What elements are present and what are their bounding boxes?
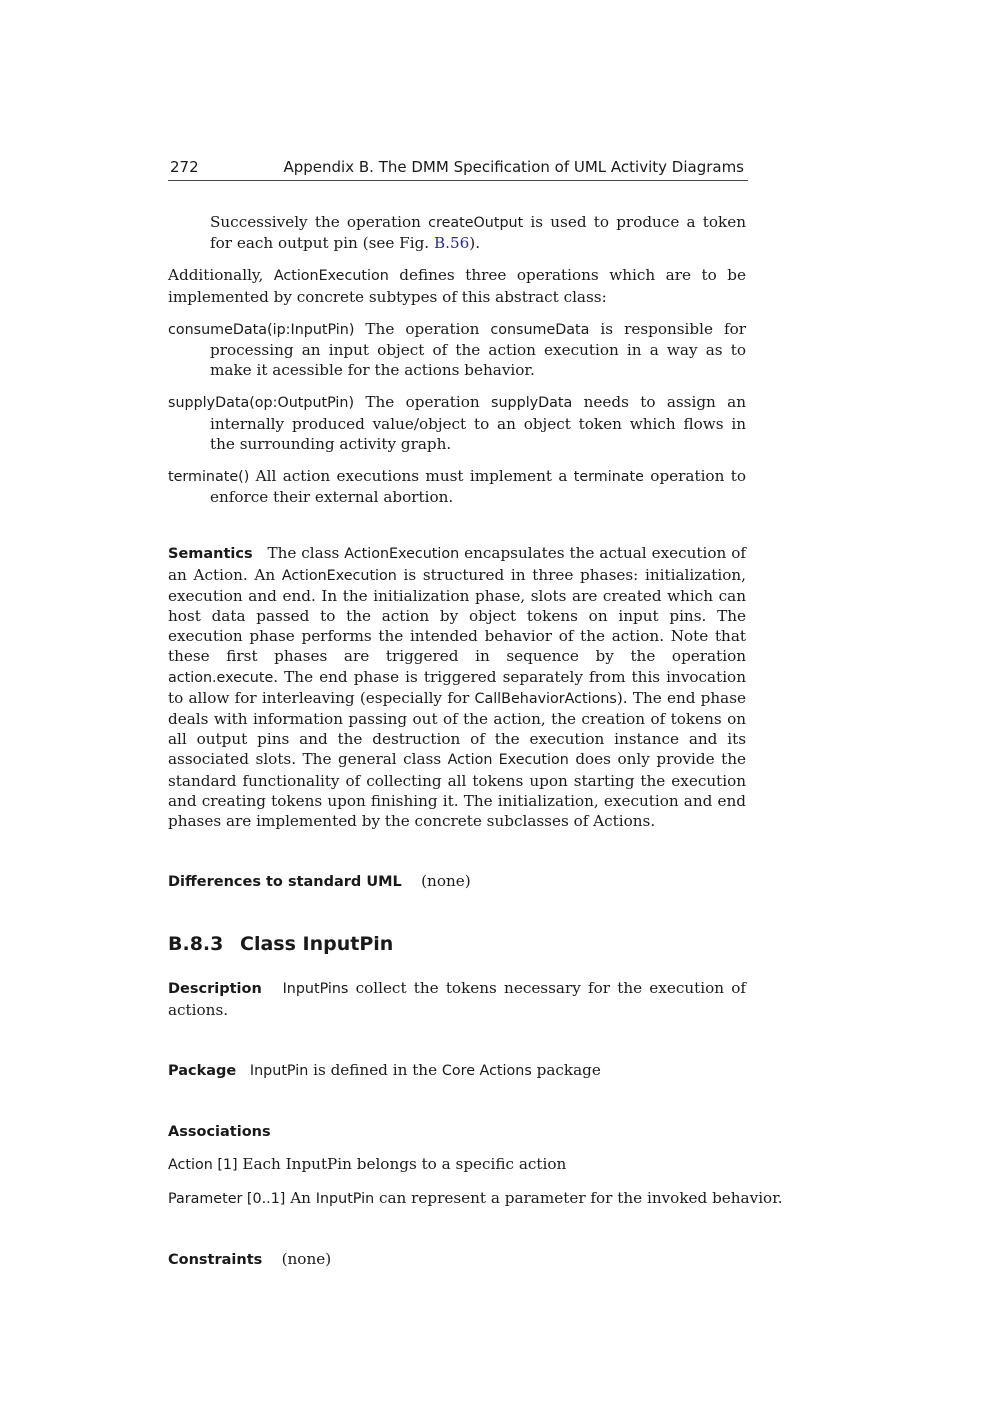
operation-supplydata: supplyData(op:OutputPin) The operation supplyData needs to assign an internally produced value/object to an object token which flows in the surrounding activity graph. [168,393,747,453]
differences-value: (none) [401,872,471,891]
additionally-paragraph: Additionally, ActionExecution defines three operations which are to be implemented by concrete subtypes of this abstract class: [168,266,746,306]
page-body [168,212,783,1270]
association-term: Parameter [0..1] [168,1190,286,1207]
association-action: Action [1] Each InputPin belongs to a specific action [168,1155,567,1174]
operation-terminate: terminate() All action executions must implement a terminate operation to enforce their external abortion. [168,467,746,507]
associations-label: Associations [168,1124,271,1141]
operation-term: terminate() [168,469,250,486]
intro-paragraph: Successively the operation createOutput is used to produce a token for each output pin (see Fig. B.56). [210,213,747,253]
header-title: Appendix B. The DMM Specification of UML Activity Diagrams [283,158,744,176]
figure-link[interactable]: B.56 [433,234,470,253]
page-number: 272 [170,158,199,176]
association-term: Action [1] [168,1157,238,1174]
description-label: Description [168,981,262,998]
differences-paragraph [168,871,746,892]
code-actionexecution: ActionExecution [273,268,389,285]
constraints-value: (none) [262,1249,332,1268]
package-paragraph: Package InputPin is defined in the Core Actions package [168,1060,601,1079]
operation-term: supplyData(op:OutputPin) [168,395,355,412]
running-header [168,156,748,181]
constraints-paragraph [168,1249,746,1270]
differences-label: Differences to standard UML [168,874,402,891]
association-parameter: Parameter [0..1] An InputPin can represent a parameter for the invoked behavior. [168,1188,783,1207]
section-title: Class InputPin [240,933,394,956]
section-heading [168,932,746,956]
section-number: B.8.3 [168,933,224,956]
operation-consumedata: consumeData(ip:InputPin) The operation consumeData is responsible for processing an input object of the action execution in a way as to make it acessible for the actions behavior. [168,319,746,380]
package-label: Package [168,1062,237,1079]
semantics-paragraph: Semantics The class ActionExecution encapsulates the actual execution of an Action. An ActionExecution is structured in three phases: initialization, execution and end. In the initialization phase, slots are created which can host data passed to the action by object tokens on input pins. The execution phase performs the intended behavior of the action. Note that these first phases are triggered in sequence by the operation action.execute. The end phase is triggered separately from this invocation to allow for interleaving (especially for CallBehaviorActions). The end phase deals with information passing out of the action, the creation of tokens on all output pins and the destruction of the execution instance and its associated slots. The general class Action Execution does only provide the standard functionality of collecting all tokens upon starting the execution and creating tokens upon finishing it. The initialization, execution and end phases are implemented by the concrete subclasses of Actions. [168,544,747,831]
associations-heading [168,1121,746,1142]
code-createoutput: createOutput [428,215,524,231]
description-paragraph: Description InputPins collect the tokens necessary for the execution of actions. [168,979,746,1019]
operation-term: consumeData(ip:InputPin) [168,321,355,338]
constraints-label: Constraints [168,1251,263,1268]
semantics-label: Semantics [168,546,253,563]
